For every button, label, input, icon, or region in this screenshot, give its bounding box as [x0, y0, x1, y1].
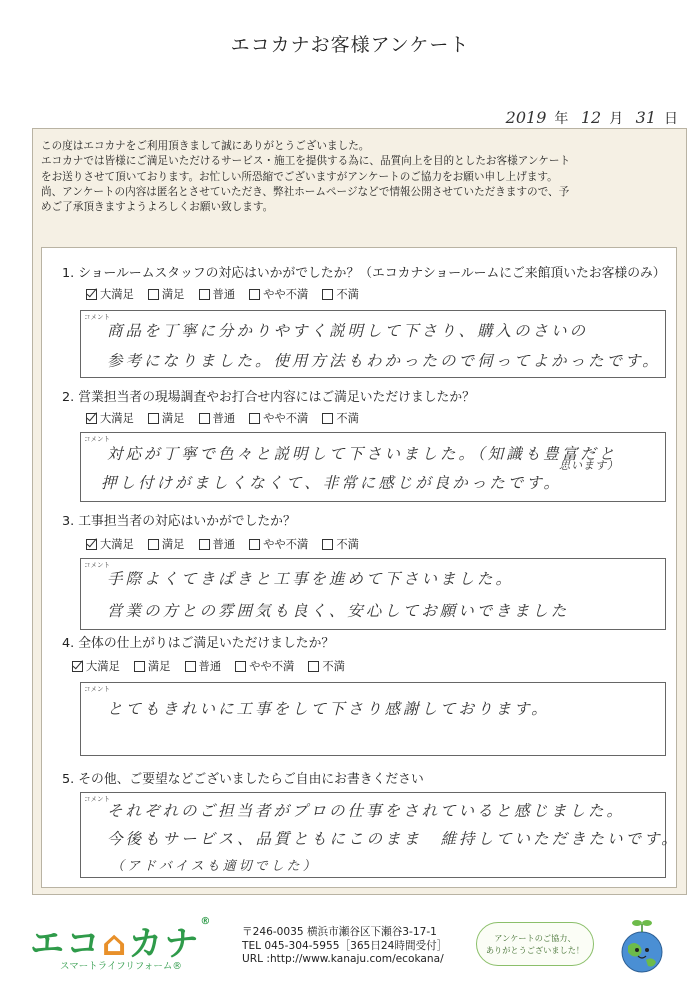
checkbox[interactable]: [308, 661, 319, 672]
checkbox-checked[interactable]: [72, 661, 83, 672]
comment-line: 対応が丁寧で色々と説明して下さいました。（知識も豊富だと: [107, 445, 618, 463]
checkbox[interactable]: [199, 539, 210, 550]
checkbox[interactable]: [134, 661, 145, 672]
date-day-label: 日: [664, 111, 678, 127]
comment-line: 商品を丁寧に分かりやすく説明して下さり、購入のさいの: [107, 322, 589, 340]
checkbox[interactable]: [322, 289, 333, 300]
address-line: 〒246-0035 横浜市瀬谷区下瀬谷3-17-1: [242, 926, 437, 938]
option-dissatisfied[interactable]: 不満: [322, 286, 359, 302]
comment-line: 参考になりました。使用方法もわかったので伺ってよかったです。: [107, 352, 661, 370]
comment-line: 営業の方との雰囲気も良く、安心してお願いできました: [107, 602, 570, 620]
intro-line: エコカナでは皆様にご満足いただけるサービス・施工を提供する為に、品質向上を目的としたお客様アンケート: [41, 155, 571, 168]
checkbox[interactable]: [322, 413, 333, 424]
checkbox-checked[interactable]: [86, 289, 97, 300]
option-satisfied[interactable]: 満足: [148, 536, 185, 552]
option-somewhat-dissatisfied[interactable]: やや不満: [235, 658, 294, 674]
checkbox-checked[interactable]: [86, 413, 97, 424]
globe-mascot-icon: [612, 916, 672, 978]
phone-line: TEL 045-304-5955［365日24時間受付］: [242, 939, 448, 952]
footer: [0, 906, 700, 990]
option-very-satisfied[interactable]: 大満足: [86, 286, 134, 302]
question-4-options: [72, 658, 345, 674]
questions-panel: [41, 247, 680, 888]
question-3-options: [86, 536, 359, 552]
ecokana-logo: エコ⌂カナ®: [30, 916, 213, 964]
checkbox[interactable]: [185, 661, 196, 672]
question-1-options: [86, 286, 359, 302]
option-very-satisfied[interactable]: 大満足: [86, 536, 134, 552]
option-somewhat-dissatisfied[interactable]: やや不満: [249, 536, 308, 552]
date-month: 12: [580, 108, 602, 127]
comment-box-4[interactable]: コメント とてもきれいに工事をして下さり感謝しております。: [80, 682, 666, 756]
comment-line: それぞれのご担当者がプロの仕事をされていると感じました。: [107, 802, 626, 820]
comment-box-5[interactable]: コメント それぞれのご担当者がプロの仕事をされていると感じました。 今後もサービス、品質ともにこのまま 維持していただきたいです。 （アドバイスも適切でした）: [80, 792, 666, 878]
intro-line: めご了承頂きますようよろしくお願い致します。: [41, 201, 274, 214]
comment-line: 今後もサービス、品質ともにこのまま 維持していただきたいです。: [107, 830, 680, 848]
comment-line: 手際よくてきぱきと工事を進めて下さいました。: [107, 570, 515, 588]
comment-line-extra: 思います）: [559, 459, 619, 472]
date-line: [498, 108, 678, 128]
date-year: 2019: [505, 108, 547, 127]
option-satisfied[interactable]: 満足: [148, 286, 185, 302]
option-neutral[interactable]: 普通: [199, 286, 236, 302]
thanks-bubble: アンケートのご協力、 ありがとうございました！: [476, 922, 594, 966]
question-5: 5. その他、ご要望などございましたらご自由にお書きください: [62, 772, 424, 787]
page-title: エコカナお客様アンケート: [230, 34, 470, 56]
question-3: 3. 工事担当者の対応はいかがでしたか？: [62, 514, 296, 529]
intro-line: 尚、アンケートの内容は匿名とさせていただき、弊社ホームページなどで情報公開させていただきますので、予: [41, 185, 570, 198]
option-dissatisfied[interactable]: 不満: [322, 536, 359, 552]
checkbox[interactable]: [148, 539, 159, 550]
option-very-satisfied[interactable]: 大満足: [86, 410, 134, 426]
option-somewhat-dissatisfied[interactable]: やや不満: [249, 410, 308, 426]
checkbox[interactable]: [199, 413, 210, 424]
house-logo-icon: ⌂: [102, 924, 129, 964]
intro-line: をお送りさせて頂いております。お忙しい所恐縮でございますがアンケートのご協力をお願い申し上げます。: [41, 170, 558, 183]
option-very-satisfied[interactable]: 大満足: [72, 658, 120, 674]
question-2-options: [86, 410, 359, 426]
logo-subtitle: スマートライフリフォーム®: [60, 961, 182, 972]
comment-box-2[interactable]: コメント 対応が丁寧で色々と説明して下さいました。（知識も豊富だと 押し付けがましくなくて、非常に感じが良かったです。 思います）: [80, 432, 666, 502]
date-year-label: 年: [554, 111, 569, 127]
comment-line: 押し付けがましくなくて、非常に感じが良かったです。: [101, 474, 562, 492]
option-dissatisfied[interactable]: 不満: [322, 410, 359, 426]
comment-line: （アドバイスも適切でした）: [111, 859, 319, 874]
checkbox[interactable]: [249, 413, 260, 424]
question-4: 4. 全体の仕上がりはご満足いただけましたか？: [62, 636, 335, 651]
question-1: 1. ショールームスタッフの対応はいかがでしたか？（エコカナショールームにご来館頂いたお客様のみ）: [62, 266, 666, 281]
checkbox[interactable]: [148, 413, 159, 424]
intro-text: [41, 139, 678, 215]
checkbox[interactable]: [322, 539, 333, 550]
option-neutral[interactable]: 普通: [199, 536, 236, 552]
option-neutral[interactable]: 普通: [185, 658, 222, 674]
intro-line: この度はエコカナをご利用頂きまして誠にありがとうございました。: [41, 140, 370, 152]
date-day: 31: [635, 108, 656, 127]
url-line[interactable]: URL :http://www.kanaju.com/ecokana/: [242, 953, 444, 965]
checkbox-checked[interactable]: [86, 539, 97, 550]
question-2: 2. 営業担当者の現場調査やお打合せ内容にはご満足いただけましたか？: [62, 390, 475, 405]
option-dissatisfied[interactable]: 不満: [308, 658, 345, 674]
comment-box-1[interactable]: コメント 商品を丁寧に分かりやすく説明して下さり、購入のさいの 参考になりました。使用方法もわかったので伺ってよかったです。: [80, 310, 666, 378]
option-neutral[interactable]: 普通: [199, 410, 236, 426]
option-satisfied[interactable]: 満足: [134, 658, 171, 674]
company-address: [242, 926, 447, 967]
comment-box-3[interactable]: コメント 手際よくてきぱきと工事を進めて下さいました。 営業の方との雰囲気も良く、安心してお願いできました: [80, 558, 666, 630]
checkbox[interactable]: [249, 289, 260, 300]
option-satisfied[interactable]: 満足: [148, 410, 185, 426]
checkbox[interactable]: [235, 661, 246, 672]
date-month-label: 月: [609, 111, 624, 127]
checkbox[interactable]: [148, 289, 159, 300]
checkbox[interactable]: [249, 539, 260, 550]
checkbox[interactable]: [199, 289, 210, 300]
option-somewhat-dissatisfied[interactable]: やや不満: [249, 286, 308, 302]
survey-frame: [32, 128, 687, 895]
comment-line: とてもきれいに工事をして下さり感謝しております。: [107, 700, 550, 718]
